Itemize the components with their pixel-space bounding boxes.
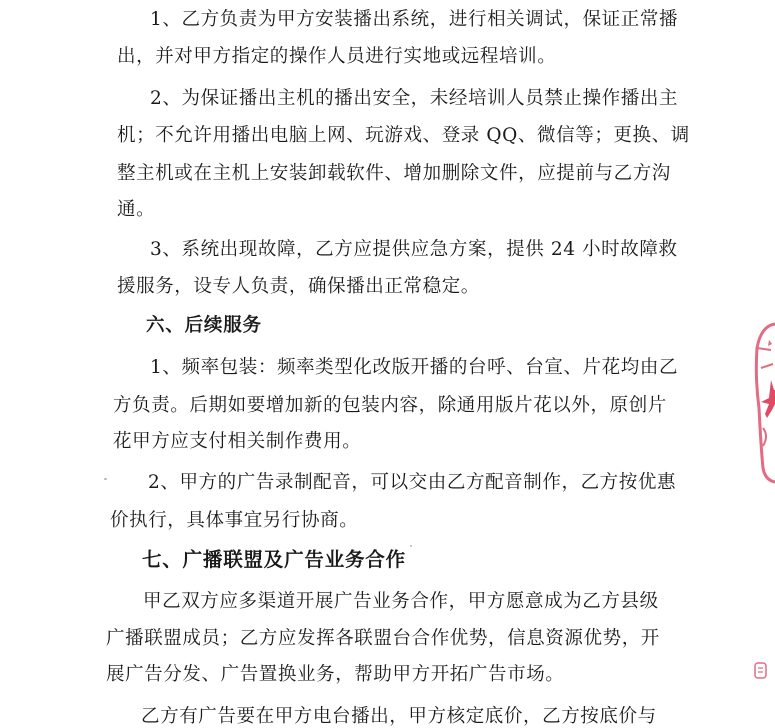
paragraph-line: 花甲方应支付相关制作费用。 (113, 431, 362, 452)
paragraph-line: 3、系统出现故障，乙方应提供应急方案，提供 24 小时故障救 (150, 239, 678, 260)
paragraph-line: 1、频率包装：频率类型化改版开播的台呼、台宣、片花均由乙 (150, 357, 679, 378)
seal-stamp-fragment (747, 318, 775, 488)
seal-mark-small (753, 660, 769, 682)
paragraph-line: 通。 (117, 199, 156, 220)
section-heading: 六、后续服务 (146, 315, 262, 336)
section-heading: 七、广播联盟及广告业务合作 (142, 548, 406, 571)
paragraph-line: 甲乙双方应多渠道开展广告业务合作，甲方愿意成为乙方县级 (143, 591, 659, 612)
paragraph-line: 价执行，具体事宜另行协商。 (110, 510, 359, 531)
paragraph-line: 出，并对甲方指定的操作人员进行实地或远程培训。 (117, 46, 557, 67)
scan-speck (410, 545, 412, 547)
paragraph-line: 乙方有广告要在甲方电台播出，甲方核定底价，乙方按底价与 (141, 706, 657, 727)
paragraph-line: 展广告分发、广告置换业务，帮助甲方开拓广告市场。 (106, 664, 565, 685)
paragraph-line: 整主机或在主机上安装卸载软件、增加删除文件，应提前与乙方沟 (117, 163, 671, 184)
paragraph-line: 2、甲方的广告录制配音，可以交由乙方配音制作，乙方按优惠 (148, 472, 677, 493)
paragraph-line: 广播联盟成员；乙方应发挥各联盟台合作优势，信息资源优势，开 (106, 628, 660, 649)
paragraph-line: 援服务，设专人负责，确保播出正常稳定。 (117, 276, 480, 297)
paragraph-line: 1、乙方负责为甲方安装播出系统，进行相关调试，保证正常播 (150, 9, 679, 30)
paragraph-line: 方负责。后期如要增加新的包装内容，除通用版片花以外，原创片 (113, 395, 667, 416)
paragraph-line: 2、为保证播出主机的播出安全，未经培训人员禁止操作播出主 (150, 88, 679, 109)
scan-speck (104, 478, 107, 480)
paragraph-line: 机；不允许用播出电脑上网、玩游戏、登录 QQ、微信等；更换、调 (117, 125, 690, 146)
